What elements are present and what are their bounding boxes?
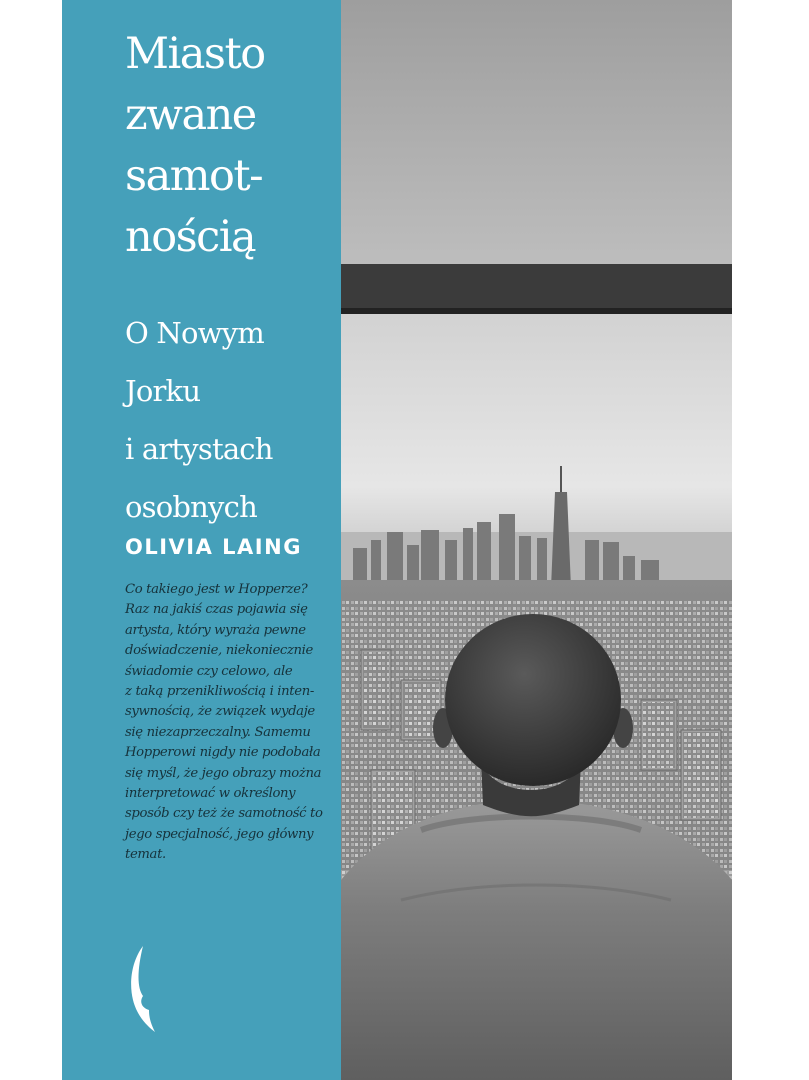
blurb-line: artysta, który wyraża pewne	[125, 622, 306, 638]
blurb-line: Raz na jakiś czas pojawia się	[125, 602, 308, 618]
title-line: zwane	[125, 90, 256, 140]
publisher-logo-icon	[125, 944, 157, 1034]
blurb-line: temat.	[125, 847, 166, 863]
title-line: nością	[125, 212, 256, 262]
book-subtitle	[125, 304, 335, 536]
blurb-line: świadomie czy celowo, ale	[125, 663, 293, 679]
blurb-line: doświadczenie, niekoniecznie	[125, 643, 314, 659]
blurb-line: sposób czy też że samotność to	[125, 806, 323, 822]
subtitle-line: i artystach	[125, 432, 273, 466]
subtitle-line: osobnych	[125, 490, 257, 524]
cover-blurb	[125, 580, 335, 866]
author-name: OLIVIA LAING	[125, 535, 302, 559]
blurb-line: sywnością, że związek wydaje	[125, 704, 315, 720]
city-window-illustration	[341, 0, 732, 1080]
blurb-line: się myśl, że jego obrazy można	[125, 765, 322, 781]
title-line: samot-	[125, 151, 263, 201]
blurb-line: Co takiego jest w Hopperze?	[125, 582, 308, 597]
cover-photo-window-view	[341, 0, 732, 1080]
blurb-line: jego specjalność, jego główny	[125, 826, 314, 842]
blurb-line: z taką przenikliwością i inten-	[125, 684, 314, 700]
book-title	[125, 24, 335, 268]
blurb-line: się niezaprzeczalny. Samemu	[125, 724, 311, 740]
blurb-line: Hopperowi nigdy nie podobała	[125, 745, 321, 761]
subtitle-line: O Nowym	[125, 316, 264, 350]
blurb-line: interpretować w określony	[125, 786, 296, 802]
title-line: Miasto	[125, 29, 265, 79]
subtitle-line: Jorku	[125, 374, 201, 408]
